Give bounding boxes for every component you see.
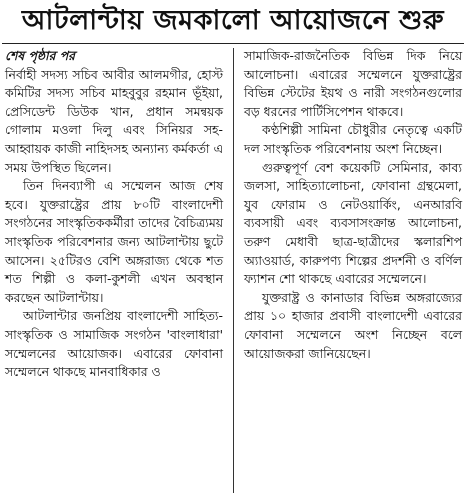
article-paragraph: সামাজিক-রাজনৈতিক বিভিন্ন দিক নিয়ে আলোচনা। এবারের সম্মেলনে যুক্তরাষ্ট্রের বিভিন্ন স্টেটের ইয়থ ও নারী সংগঠনগুলোর বড় ধরনের পার্টিসিপেশন থাকবে। xyxy=(244,48,462,119)
continued-from-label: শেষ পৃষ্ঠার পর xyxy=(5,48,75,63)
article-paragraph: তিন দিনব্যাপী এ সম্মেলন আজ শেষ হবে। যুক্তরাষ্ট্রের প্রায় ৮০টি বাংলাদেশী সংগঠনের সাংস্কৃতিককর্মীরা তাদের বৈচিত্র্যময় সাংস্কৃতিক পরিবেশনার জন্য আটলান্টায় ছুটে আসেন। ২৫টিরও বেশি অঙ্গরাজ্য থেকে শত শত শিল্পী ও কলা-কুশলী এখন অবস্থান করছেন আটলান্টায়। xyxy=(5,178,223,305)
left-column xyxy=(5,47,223,382)
article-headline: আটলান্টায় জমকালো আয়োজনে শুরু xyxy=(21,5,445,36)
article-paragraph: আটলান্টার জনপ্রিয় বাংলাদেশী সাহিত্য-সাংস্কৃতিক ও সামাজিক সংগঠন 'বাংলাধারা' সম্মেলনের আয়োজক। এবারের ফোবানা সম্মেলনে থাকছে মানবাধিকার ও xyxy=(5,308,223,380)
article-paragraph: কণ্ঠশিল্পী সামিনা চৌধুরীর নেতৃত্বে একটি দল সাংস্কৃতিক পরিবেশনায় অংশ নিচ্ছেন। xyxy=(244,122,462,156)
right-column xyxy=(244,47,462,363)
article-paragraph: যুক্তরাষ্ট্র ও কানাডার বিভিন্ন অঙ্গরাজ্যের প্রায় ১০ হাজার প্রবাসী বাংলাদেশী এবারের ফোবানা সম্মেলনে অংশ নিচ্ছেন বলে আয়োজকরা জানিয়েছেন। xyxy=(244,289,462,361)
headline-rule xyxy=(2,43,464,44)
article-paragraph: নির্বাহী সদস্য সচিব আবীর আলমগীর, হোস্ট কমিটির সদস্য সচিব মাহবুবুর রহমান ভূঁইয়া, প্রেসিডেন্ট ডিউক খান, প্রধান সমন্বয়ক গোলাম মওলা দিলু এবং সিনিয়র সহ-আহ্বায়ক কাজী নাহিদসহ অন্যান্য কর্মকর্তা এ সময় উপস্থিত ছিলেন। xyxy=(5,66,223,175)
article-paragraph: গুরুত্বপূর্ণ বেশ কয়েকটি সেমিনার, কাব্য জলসা, সাহিত্যালোচনা, ফোবানা গ্রন্থমেলা, যুব ফোরাম ও নেটওয়ার্কিং, এনআরবি ব্যবসায়ী এবং ব্যবসাসংক্রান্ত আলোচনা, তরুণ মেধাবী ছাত্র-ছাত্রীদের স্কলারশিপ অ্যাওয়ার্ড, কারুপণ্য শিল্পের প্রদর্শনী ও বর্ণিল ফ্যাশন শো থাকছে এবারের সম্মেলনে। xyxy=(244,159,462,287)
column-divider xyxy=(233,48,234,493)
